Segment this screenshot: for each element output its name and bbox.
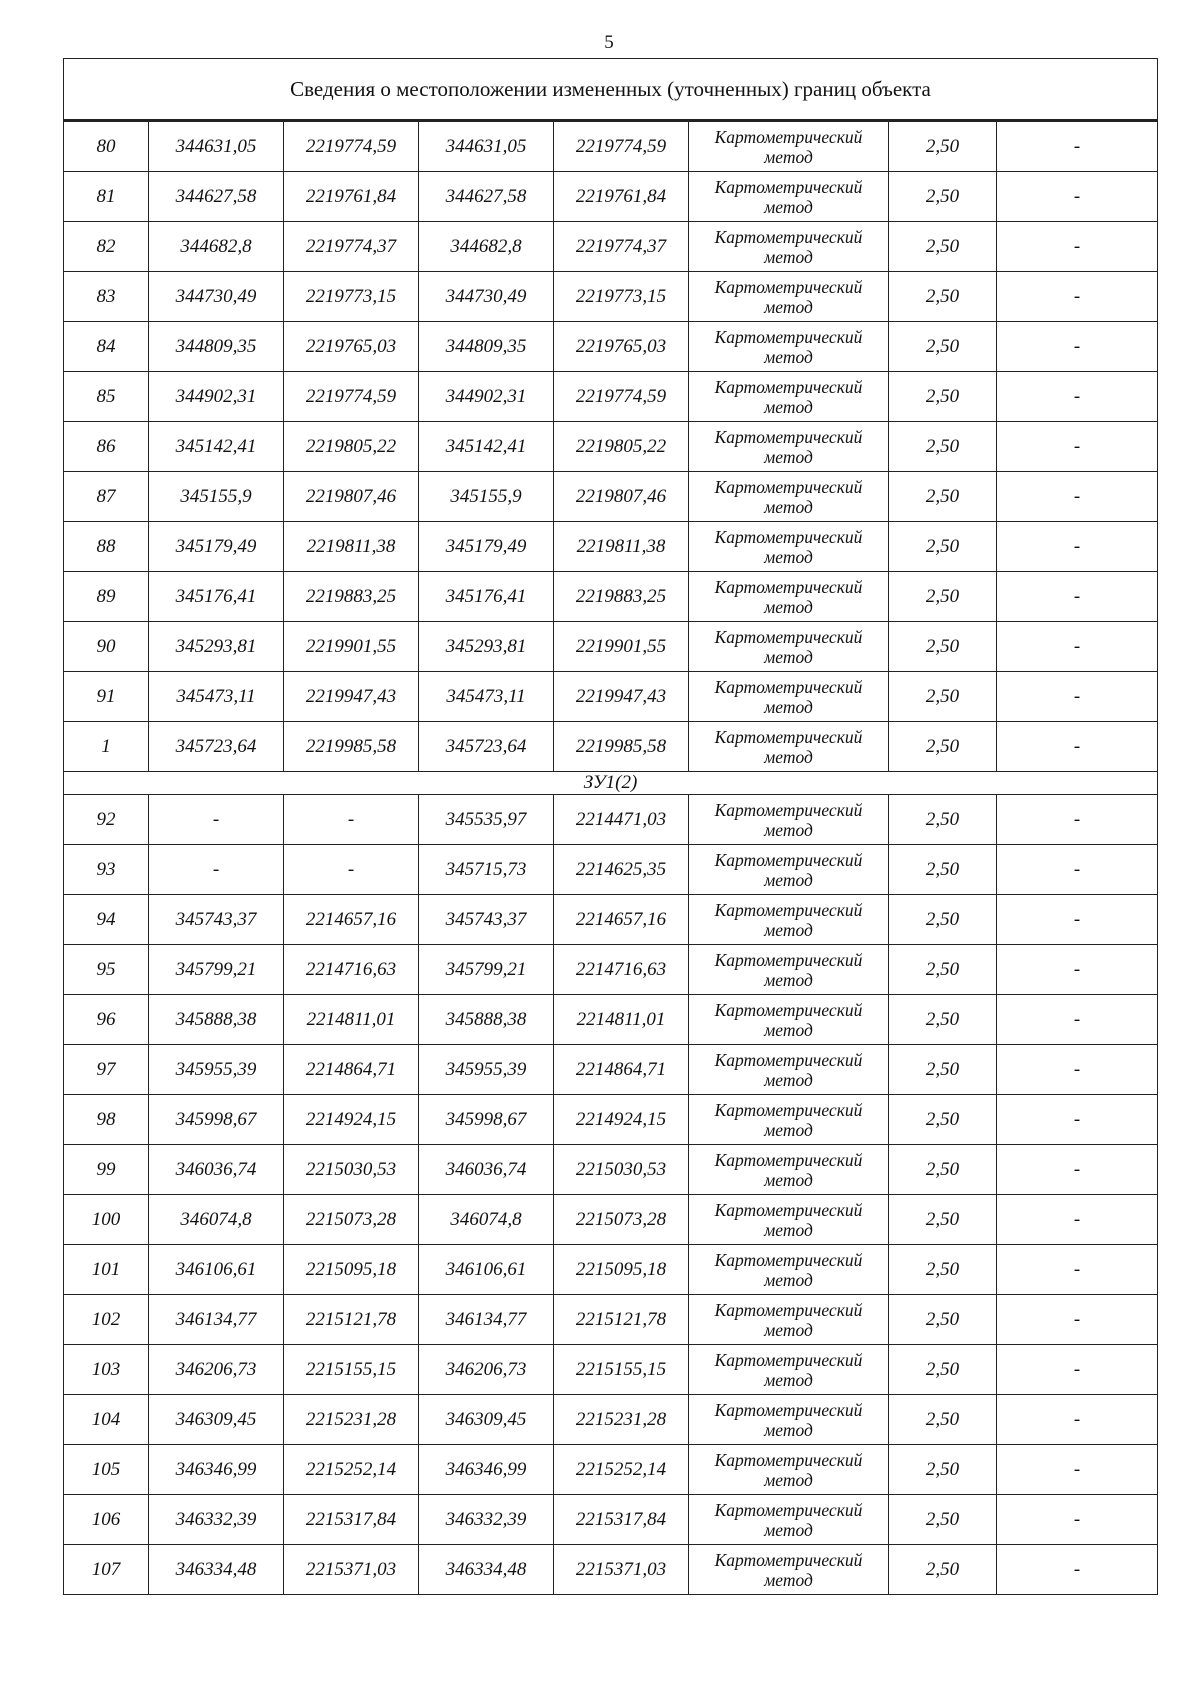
description-cell: - bbox=[997, 845, 1158, 895]
description-cell: - bbox=[997, 1245, 1158, 1295]
point-number-cell: 86 bbox=[64, 422, 149, 472]
method-cell: Картометрический метод bbox=[689, 995, 889, 1045]
existing-y-cell: 2214657,16 bbox=[284, 895, 419, 945]
new-x-cell: 345473,11 bbox=[419, 672, 554, 722]
table-row bbox=[64, 472, 1158, 522]
new-x-cell: 346346,99 bbox=[419, 1445, 554, 1495]
existing-x-cell: 346332,39 bbox=[149, 1495, 284, 1545]
point-number-cell: 82 bbox=[64, 222, 149, 272]
new-x-cell: 345955,39 bbox=[419, 1045, 554, 1095]
method-cell: Картометрический метод bbox=[689, 472, 889, 522]
method-cell: Картометрический метод bbox=[689, 1495, 889, 1545]
existing-x-cell: 344902,31 bbox=[149, 372, 284, 422]
table-row bbox=[64, 1445, 1158, 1495]
description-cell: - bbox=[997, 572, 1158, 622]
new-x-cell: 345888,38 bbox=[419, 995, 554, 1045]
existing-x-cell: 346106,61 bbox=[149, 1245, 284, 1295]
accuracy-cell: 2,50 bbox=[889, 895, 997, 945]
accuracy-cell: 2,50 bbox=[889, 572, 997, 622]
method-cell: Картометрический метод bbox=[689, 795, 889, 845]
description-cell: - bbox=[997, 895, 1158, 945]
table-row bbox=[64, 1195, 1158, 1245]
accuracy-cell: 2,50 bbox=[889, 172, 997, 222]
new-x-cell: 345799,21 bbox=[419, 945, 554, 995]
point-number-cell: 90 bbox=[64, 622, 149, 672]
point-number-cell: 104 bbox=[64, 1395, 149, 1445]
method-cell: Картометрический метод bbox=[689, 672, 889, 722]
description-cell: - bbox=[997, 272, 1158, 322]
accuracy-cell: 2,50 bbox=[889, 945, 997, 995]
new-y-cell: 2215121,78 bbox=[554, 1295, 689, 1345]
description-cell: - bbox=[997, 1045, 1158, 1095]
new-y-cell: 2219807,46 bbox=[554, 472, 689, 522]
new-x-cell: 346332,39 bbox=[419, 1495, 554, 1545]
existing-y-cell: 2219761,84 bbox=[284, 172, 419, 222]
existing-y-cell: 2219901,55 bbox=[284, 622, 419, 672]
existing-y-cell: 2219805,22 bbox=[284, 422, 419, 472]
new-x-cell: 345142,41 bbox=[419, 422, 554, 472]
new-y-cell: 2215317,84 bbox=[554, 1495, 689, 1545]
accuracy-cell: 2,50 bbox=[889, 222, 997, 272]
existing-x-cell: 344682,8 bbox=[149, 222, 284, 272]
method-cell: Картометрический метод bbox=[689, 422, 889, 472]
new-y-cell: 2215095,18 bbox=[554, 1245, 689, 1295]
new-x-cell: 344682,8 bbox=[419, 222, 554, 272]
method-cell: Картометрический метод bbox=[689, 895, 889, 945]
description-cell: - bbox=[997, 795, 1158, 845]
table-row bbox=[64, 1495, 1158, 1545]
accuracy-cell: 2,50 bbox=[889, 672, 997, 722]
table-row bbox=[64, 895, 1158, 945]
existing-y-cell: 2214864,71 bbox=[284, 1045, 419, 1095]
method-cell: Картометрический метод bbox=[689, 722, 889, 772]
description-cell: - bbox=[997, 945, 1158, 995]
existing-y-cell: 2219807,46 bbox=[284, 472, 419, 522]
new-y-cell: 2219774,37 bbox=[554, 222, 689, 272]
accuracy-cell: 2,50 bbox=[889, 272, 997, 322]
table-header-row bbox=[64, 59, 1158, 121]
point-number-cell: 84 bbox=[64, 322, 149, 372]
accuracy-cell: 2,50 bbox=[889, 1545, 997, 1595]
point-number-cell: 92 bbox=[64, 795, 149, 845]
method-cell: Картометрический метод bbox=[689, 522, 889, 572]
accuracy-cell: 2,50 bbox=[889, 1145, 997, 1195]
existing-x-cell: 345723,64 bbox=[149, 722, 284, 772]
table-row bbox=[64, 372, 1158, 422]
table-row bbox=[64, 172, 1158, 222]
table-row bbox=[64, 1245, 1158, 1295]
existing-x-cell: 344809,35 bbox=[149, 322, 284, 372]
description-cell: - bbox=[997, 1095, 1158, 1145]
existing-x-cell: 344627,58 bbox=[149, 172, 284, 222]
point-number-cell: 106 bbox=[64, 1495, 149, 1545]
description-cell: - bbox=[997, 472, 1158, 522]
point-number-cell: 85 bbox=[64, 372, 149, 422]
new-y-cell: 2219774,59 bbox=[554, 121, 689, 172]
point-number-cell: 107 bbox=[64, 1545, 149, 1595]
method-cell: Картометрический метод bbox=[689, 1295, 889, 1345]
new-x-cell: 346106,61 bbox=[419, 1245, 554, 1295]
description-cell: - bbox=[997, 422, 1158, 472]
new-y-cell: 2215371,03 bbox=[554, 1545, 689, 1595]
point-number-cell: 94 bbox=[64, 895, 149, 945]
new-y-cell: 2219985,58 bbox=[554, 722, 689, 772]
description-cell: - bbox=[997, 995, 1158, 1045]
description-cell: - bbox=[997, 672, 1158, 722]
new-y-cell: 2219901,55 bbox=[554, 622, 689, 672]
existing-y-cell: 2214924,15 bbox=[284, 1095, 419, 1145]
existing-y-cell: - bbox=[284, 795, 419, 845]
table-row bbox=[64, 995, 1158, 1045]
table-row bbox=[64, 222, 1158, 272]
existing-y-cell: 2219773,15 bbox=[284, 272, 419, 322]
method-cell: Картометрический метод bbox=[689, 1095, 889, 1145]
new-x-cell: 345998,67 bbox=[419, 1095, 554, 1145]
new-y-cell: 2219765,03 bbox=[554, 322, 689, 372]
point-number-cell: 102 bbox=[64, 1295, 149, 1345]
method-cell: Картометрический метод bbox=[689, 1245, 889, 1295]
accuracy-cell: 2,50 bbox=[889, 1445, 997, 1495]
existing-y-cell: 2215252,14 bbox=[284, 1445, 419, 1495]
point-number-cell: 88 bbox=[64, 522, 149, 572]
description-cell: - bbox=[997, 1295, 1158, 1345]
existing-y-cell: 2219774,59 bbox=[284, 372, 419, 422]
point-number-cell: 93 bbox=[64, 845, 149, 895]
description-cell: - bbox=[997, 1195, 1158, 1245]
existing-x-cell: 345142,41 bbox=[149, 422, 284, 472]
method-cell: Картометрический метод bbox=[689, 322, 889, 372]
accuracy-cell: 2,50 bbox=[889, 622, 997, 672]
new-y-cell: 2214924,15 bbox=[554, 1095, 689, 1145]
point-number-cell: 1 bbox=[64, 722, 149, 772]
new-y-cell: 2219761,84 bbox=[554, 172, 689, 222]
existing-y-cell: 2215095,18 bbox=[284, 1245, 419, 1295]
method-cell: Картометрический метод bbox=[689, 272, 889, 322]
description-cell: - bbox=[997, 1545, 1158, 1595]
existing-x-cell: 345155,9 bbox=[149, 472, 284, 522]
new-y-cell: 2215030,53 bbox=[554, 1145, 689, 1195]
new-y-cell: 2214657,16 bbox=[554, 895, 689, 945]
table-row bbox=[64, 845, 1158, 895]
description-cell: - bbox=[997, 322, 1158, 372]
method-cell: Картометрический метод bbox=[689, 622, 889, 672]
method-cell: Картометрический метод bbox=[689, 222, 889, 272]
accuracy-cell: 2,50 bbox=[889, 372, 997, 422]
new-y-cell: 2219774,59 bbox=[554, 372, 689, 422]
existing-x-cell: - bbox=[149, 845, 284, 895]
existing-y-cell: 2219811,38 bbox=[284, 522, 419, 572]
description-cell: - bbox=[997, 1345, 1158, 1395]
table-row bbox=[64, 795, 1158, 845]
existing-y-cell: 2219947,43 bbox=[284, 672, 419, 722]
new-x-cell: 344902,31 bbox=[419, 372, 554, 422]
new-x-cell: 345715,73 bbox=[419, 845, 554, 895]
existing-y-cell: 2214811,01 bbox=[284, 995, 419, 1045]
table-row bbox=[64, 1345, 1158, 1395]
method-cell: Картометрический метод bbox=[689, 1395, 889, 1445]
page-number: 5 bbox=[604, 32, 614, 53]
existing-y-cell: 2215030,53 bbox=[284, 1145, 419, 1195]
method-cell: Картометрический метод bbox=[689, 172, 889, 222]
section-row bbox=[64, 772, 1158, 795]
existing-x-cell: 345743,37 bbox=[149, 895, 284, 945]
existing-y-cell: 2219765,03 bbox=[284, 322, 419, 372]
point-number-cell: 91 bbox=[64, 672, 149, 722]
table-row bbox=[64, 1045, 1158, 1095]
method-cell: Картометрический метод bbox=[689, 1345, 889, 1395]
new-x-cell: 345535,97 bbox=[419, 795, 554, 845]
existing-y-cell: 2215121,78 bbox=[284, 1295, 419, 1345]
new-y-cell: 2214625,35 bbox=[554, 845, 689, 895]
new-y-cell: 2215231,28 bbox=[554, 1395, 689, 1445]
table-row bbox=[64, 672, 1158, 722]
existing-x-cell: 346309,45 bbox=[149, 1395, 284, 1445]
method-cell: Картометрический метод bbox=[689, 945, 889, 995]
table-row bbox=[64, 1095, 1158, 1145]
existing-x-cell: 345888,38 bbox=[149, 995, 284, 1045]
existing-y-cell: 2215231,28 bbox=[284, 1395, 419, 1445]
existing-y-cell: 2215317,84 bbox=[284, 1495, 419, 1545]
description-cell: - bbox=[997, 722, 1158, 772]
table-row bbox=[64, 272, 1158, 322]
table-row bbox=[64, 1145, 1158, 1195]
point-number-cell: 100 bbox=[64, 1195, 149, 1245]
point-number-cell: 97 bbox=[64, 1045, 149, 1095]
method-cell: Картометрический метод bbox=[689, 121, 889, 172]
new-x-cell: 344730,49 bbox=[419, 272, 554, 322]
table-row bbox=[64, 722, 1158, 772]
point-number-cell: 96 bbox=[64, 995, 149, 1045]
new-y-cell: 2215073,28 bbox=[554, 1195, 689, 1245]
table-row bbox=[64, 622, 1158, 672]
new-x-cell: 346134,77 bbox=[419, 1295, 554, 1345]
table-row bbox=[64, 422, 1158, 472]
existing-y-cell: 2215073,28 bbox=[284, 1195, 419, 1245]
description-cell: - bbox=[997, 622, 1158, 672]
accuracy-cell: 2,50 bbox=[889, 1345, 997, 1395]
new-x-cell: 345743,37 bbox=[419, 895, 554, 945]
new-y-cell: 2219883,25 bbox=[554, 572, 689, 622]
existing-x-cell: 345955,39 bbox=[149, 1045, 284, 1095]
existing-x-cell: 345998,67 bbox=[149, 1095, 284, 1145]
new-x-cell: 344627,58 bbox=[419, 172, 554, 222]
accuracy-cell: 2,50 bbox=[889, 845, 997, 895]
new-x-cell: 346036,74 bbox=[419, 1145, 554, 1195]
existing-y-cell: 2215155,15 bbox=[284, 1345, 419, 1395]
method-cell: Картометрический метод bbox=[689, 1195, 889, 1245]
table-row bbox=[64, 522, 1158, 572]
existing-x-cell: - bbox=[149, 795, 284, 845]
existing-x-cell: 346206,73 bbox=[149, 1345, 284, 1395]
method-cell: Картометрический метод bbox=[689, 845, 889, 895]
table-row bbox=[64, 121, 1158, 172]
existing-y-cell: - bbox=[284, 845, 419, 895]
description-cell: - bbox=[997, 222, 1158, 272]
new-y-cell: 2214811,01 bbox=[554, 995, 689, 1045]
accuracy-cell: 2,50 bbox=[889, 121, 997, 172]
accuracy-cell: 2,50 bbox=[889, 1395, 997, 1445]
description-cell: - bbox=[997, 372, 1158, 422]
point-number-cell: 103 bbox=[64, 1345, 149, 1395]
new-y-cell: 2219805,22 bbox=[554, 422, 689, 472]
accuracy-cell: 2,50 bbox=[889, 472, 997, 522]
accuracy-cell: 2,50 bbox=[889, 1245, 997, 1295]
existing-x-cell: 346334,48 bbox=[149, 1545, 284, 1595]
point-number-cell: 87 bbox=[64, 472, 149, 522]
boundary-coordinates-table bbox=[63, 58, 1158, 1595]
existing-x-cell: 346134,77 bbox=[149, 1295, 284, 1345]
accuracy-cell: 2,50 bbox=[889, 1195, 997, 1245]
description-cell: - bbox=[997, 121, 1158, 172]
new-y-cell: 2219773,15 bbox=[554, 272, 689, 322]
accuracy-cell: 2,50 bbox=[889, 522, 997, 572]
new-x-cell: 344809,35 bbox=[419, 322, 554, 372]
accuracy-cell: 2,50 bbox=[889, 722, 997, 772]
description-cell: - bbox=[997, 1145, 1158, 1195]
existing-x-cell: 346346,99 bbox=[149, 1445, 284, 1495]
point-number-cell: 95 bbox=[64, 945, 149, 995]
accuracy-cell: 2,50 bbox=[889, 1095, 997, 1145]
point-number-cell: 99 bbox=[64, 1145, 149, 1195]
existing-y-cell: 2219985,58 bbox=[284, 722, 419, 772]
new-x-cell: 345155,9 bbox=[419, 472, 554, 522]
table-title: Сведения о местоположении измененных (уточненных) границ объекта bbox=[64, 59, 1158, 121]
existing-x-cell: 345293,81 bbox=[149, 622, 284, 672]
table-row bbox=[64, 1295, 1158, 1345]
existing-x-cell: 345473,11 bbox=[149, 672, 284, 722]
point-number-cell: 98 bbox=[64, 1095, 149, 1145]
description-cell: - bbox=[997, 1495, 1158, 1545]
existing-y-cell: 2219883,25 bbox=[284, 572, 419, 622]
accuracy-cell: 2,50 bbox=[889, 422, 997, 472]
existing-x-cell: 345179,49 bbox=[149, 522, 284, 572]
new-y-cell: 2219811,38 bbox=[554, 522, 689, 572]
table-row bbox=[64, 572, 1158, 622]
section-label: ЗУ1(2) bbox=[64, 772, 1158, 795]
accuracy-cell: 2,50 bbox=[889, 795, 997, 845]
new-x-cell: 345179,49 bbox=[419, 522, 554, 572]
point-number-cell: 83 bbox=[64, 272, 149, 322]
existing-y-cell: 2219774,59 bbox=[284, 121, 419, 172]
method-cell: Картометрический метод bbox=[689, 1545, 889, 1595]
existing-x-cell: 344730,49 bbox=[149, 272, 284, 322]
new-x-cell: 345723,64 bbox=[419, 722, 554, 772]
new-x-cell: 346309,45 bbox=[419, 1395, 554, 1445]
new-y-cell: 2215252,14 bbox=[554, 1445, 689, 1495]
point-number-cell: 89 bbox=[64, 572, 149, 622]
new-x-cell: 344631,05 bbox=[419, 121, 554, 172]
existing-y-cell: 2215371,03 bbox=[284, 1545, 419, 1595]
point-number-cell: 80 bbox=[64, 121, 149, 172]
method-cell: Картометрический метод bbox=[689, 372, 889, 422]
table-row bbox=[64, 945, 1158, 995]
description-cell: - bbox=[997, 172, 1158, 222]
existing-x-cell: 344631,05 bbox=[149, 121, 284, 172]
method-cell: Картометрический метод bbox=[689, 1445, 889, 1495]
new-y-cell: 2214471,03 bbox=[554, 795, 689, 845]
new-y-cell: 2219947,43 bbox=[554, 672, 689, 722]
existing-y-cell: 2219774,37 bbox=[284, 222, 419, 272]
table-row bbox=[64, 1545, 1158, 1595]
new-y-cell: 2214864,71 bbox=[554, 1045, 689, 1095]
existing-x-cell: 346074,8 bbox=[149, 1195, 284, 1245]
point-number-cell: 105 bbox=[64, 1445, 149, 1495]
description-cell: - bbox=[997, 522, 1158, 572]
method-cell: Картометрический метод bbox=[689, 572, 889, 622]
point-number-cell: 101 bbox=[64, 1245, 149, 1295]
existing-x-cell: 345176,41 bbox=[149, 572, 284, 622]
accuracy-cell: 2,50 bbox=[889, 1495, 997, 1545]
description-cell: - bbox=[997, 1395, 1158, 1445]
method-cell: Картометрический метод bbox=[689, 1045, 889, 1095]
existing-x-cell: 345799,21 bbox=[149, 945, 284, 995]
description-cell: - bbox=[997, 1445, 1158, 1495]
new-y-cell: 2215155,15 bbox=[554, 1345, 689, 1395]
new-x-cell: 345293,81 bbox=[419, 622, 554, 672]
new-x-cell: 345176,41 bbox=[419, 572, 554, 622]
point-number-cell: 81 bbox=[64, 172, 149, 222]
table-row bbox=[64, 1395, 1158, 1445]
existing-x-cell: 346036,74 bbox=[149, 1145, 284, 1195]
accuracy-cell: 2,50 bbox=[889, 1295, 997, 1345]
new-x-cell: 346206,73 bbox=[419, 1345, 554, 1395]
method-cell: Картометрический метод bbox=[689, 1145, 889, 1195]
new-x-cell: 346074,8 bbox=[419, 1195, 554, 1245]
accuracy-cell: 2,50 bbox=[889, 1045, 997, 1095]
new-y-cell: 2214716,63 bbox=[554, 945, 689, 995]
existing-y-cell: 2214716,63 bbox=[284, 945, 419, 995]
new-x-cell: 346334,48 bbox=[419, 1545, 554, 1595]
table-row bbox=[64, 322, 1158, 372]
accuracy-cell: 2,50 bbox=[889, 322, 997, 372]
accuracy-cell: 2,50 bbox=[889, 995, 997, 1045]
